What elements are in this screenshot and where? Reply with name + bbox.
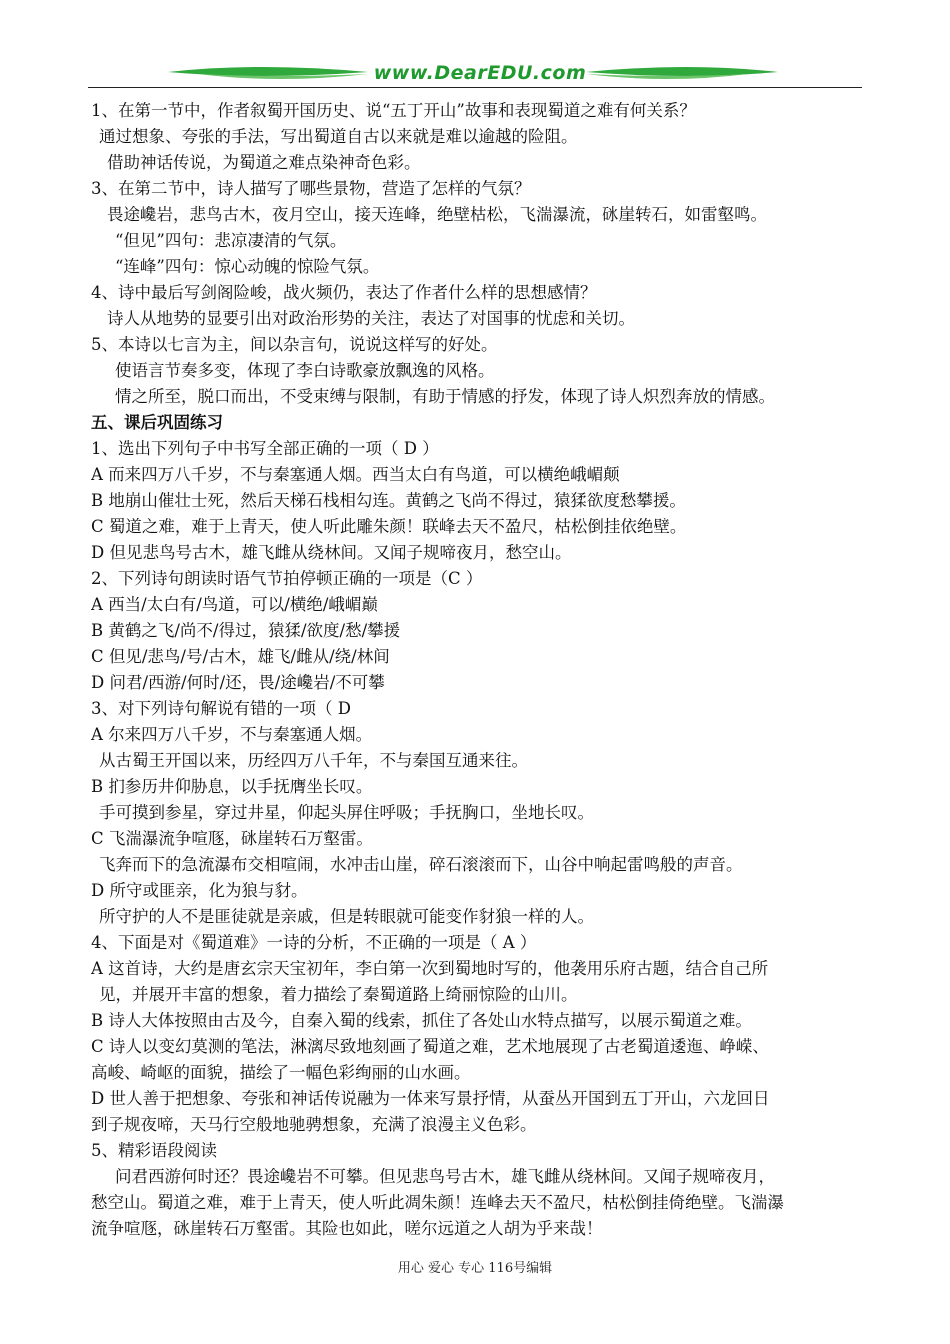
- text-line: D 问君/西游/何时/还，畏/途巉岩/不可攀: [91, 673, 385, 692]
- text-line: 高峻、崎岖的面貌，描绘了一幅色彩绚丽的山水画。: [91, 1063, 471, 1082]
- text-line: 所守护的人不是匪徒就是亲戚，但是转眼就可能变作豺狼一样的人。: [99, 907, 594, 926]
- text-line: A 而来四万八千岁，不与秦塞通人烟。西当太白有鸟道，可以横绝峨嵋颠: [91, 465, 620, 484]
- text-line: C 飞湍瀑流争喧豗，砯崖转石万壑雷。: [91, 829, 373, 848]
- text-line: B 地崩山催壮士死，然后天梯石栈相勾连。黄鹤之飞尚不得过，猿猱欲度愁攀援。: [91, 491, 686, 510]
- text-line: 5、精彩语段阅读: [91, 1141, 217, 1160]
- document-body: [91, 98, 863, 1242]
- text-line: 问君西游何时还？畏途巉岩不可攀。但见悲鸟号古木，雄飞雌从绕林间。又闻子规啼夜月，: [115, 1167, 775, 1186]
- text-line: 2、下列诗句朗读时语气节拍停顿正确的一项是（C ）: [91, 569, 483, 588]
- text-line: 1、选出下列句子中书写全部正确的一项（ D ）: [91, 439, 439, 458]
- text-line: 畏途巉岩，悲鸟古木，夜月空山，接天连峰，绝壁枯松，飞湍瀑流，砯崖转石，如雷壑鸣。: [107, 205, 767, 224]
- text-line: “连峰”四句：惊心动魄的惊险气氛。: [115, 257, 380, 276]
- text-line: 3、对下列诗句解说有错的一项（ D: [91, 699, 351, 718]
- text-line: 4、下面是对《蜀道难》一诗的分析，不正确的一项是（ A ）: [91, 933, 537, 952]
- text-line: 1、在第一节中，作者叙蜀开国历史、说“五丁开山”故事和表现蜀道之难有何关系？: [91, 101, 696, 120]
- text-line: 到子规夜啼，天马行空般地驰骋想象，充满了浪漫主义色彩。: [91, 1115, 537, 1134]
- text-line: 诗人从地势的显要引出对政治形势的关注，表达了对国事的忧虑和关切。: [107, 309, 635, 328]
- text-line: “但见”四句：悲凉凄清的气氛。: [115, 231, 347, 250]
- text-line: 手可摸到参星，穿过井星，仰起头屏住呼吸；手抚胸口，坐地长叹。: [99, 803, 594, 822]
- text-line: 使语言节奏多变，体现了李白诗歌豪放飘逸的风格。: [115, 361, 495, 380]
- text-line: 流争喧豗，砯崖转石万壑雷。其险也如此，嗟尔远道之人胡为乎来哉！: [91, 1219, 603, 1238]
- text-line: C 诗人以变幻莫测的笔法，淋漓尽致地刻画了蜀道之难，艺术地展现了古老蜀道逶迤、峥嵘、: [91, 1037, 769, 1056]
- text-line: 5、本诗以七言为主，间以杂言句，说说这样写的好处。: [91, 335, 498, 354]
- page-footer: 用心 爱心 专心 116号编辑: [397, 1261, 553, 1276]
- header-divider: [88, 87, 862, 88]
- text-line: 飞奔而下的急流瀑布交相喧闹，水冲击山崖，碎石滚滚而下，山谷中响起雷鸣般的声音。: [99, 855, 743, 874]
- site-url: www.DearEDU.com: [373, 62, 587, 84]
- text-line: D 但见悲鸟号古木，雄飞雌从绕林间。又闻子规啼夜月，愁空山。: [91, 543, 572, 562]
- text-line: 见，并展开丰富的想象，着力描绘了秦蜀道路上绮丽惊险的山川。: [99, 985, 578, 1004]
- text-line: 借助神话传说，为蜀道之难点染神奇色彩。: [107, 153, 421, 172]
- text-line: B 黄鹤之飞/尚不/得过，猿猱/欲度/愁/攀援: [91, 621, 401, 640]
- text-line: 4、诗中最后写剑阁险峻，战火频仍，表达了作者什么样的思想感情？: [91, 283, 597, 302]
- text-line: 情之所至，脱口而出，不受束缚与限制，有助于情感的抒发，体现了诗人炽烈奔放的情感。: [115, 387, 775, 406]
- text-line: C 但见/悲鸟/号/古木，雄飞/雌从/绕/林间: [91, 647, 390, 666]
- text-line: D 世人善于把想象、夸张和神话传说融为一体来写景抒情，从蚕丛开国到五丁开山，六龙回日: [91, 1089, 770, 1108]
- text-line: A 西当/太白有/鸟道，可以/横绝/峨嵋巅: [91, 595, 378, 614]
- text-line: A 尔来四万八千岁，不与秦塞通人烟。: [91, 725, 373, 744]
- text-line: B 扪参历井仰胁息，以手抚膺坐长叹。: [91, 777, 373, 796]
- text-line: 从古蜀王开国以来，历经四万八千年，不与秦国互通来往。: [99, 751, 528, 770]
- page-header: [88, 58, 862, 94]
- text-line: B 诗人大体按照由古及今，自秦入蜀的线索，抓住了各处山水特点描写，以展示蜀道之难。: [91, 1011, 752, 1030]
- text-line: D 所守或匪亲，化为狼与豺。: [91, 881, 308, 900]
- text-line: 愁空山。蜀道之难，难于上青天，使人听此凋朱颜！连峰去天不盈尺，枯松倒挂倚绝壁。飞湍瀑: [91, 1193, 784, 1212]
- text-line: 3、在第二节中，诗人描写了哪些景物，营造了怎样的气氛？: [91, 179, 531, 198]
- text-line: A 这首诗，大约是唐玄宗天宝初年，李白第一次到蜀地时写的，他袭用乐府古题，结合自己所: [91, 959, 769, 978]
- text-line: C 蜀道之难，难于上青天，使人听此雕朱颜！联峰去天不盈尺，枯松倒挂依绝壁。: [91, 517, 687, 536]
- text-line: 通过想象、夸张的手法，写出蜀道自古以来就是难以逾越的险阻。: [99, 127, 578, 146]
- section-heading: 五、课后巩固练习: [91, 413, 223, 432]
